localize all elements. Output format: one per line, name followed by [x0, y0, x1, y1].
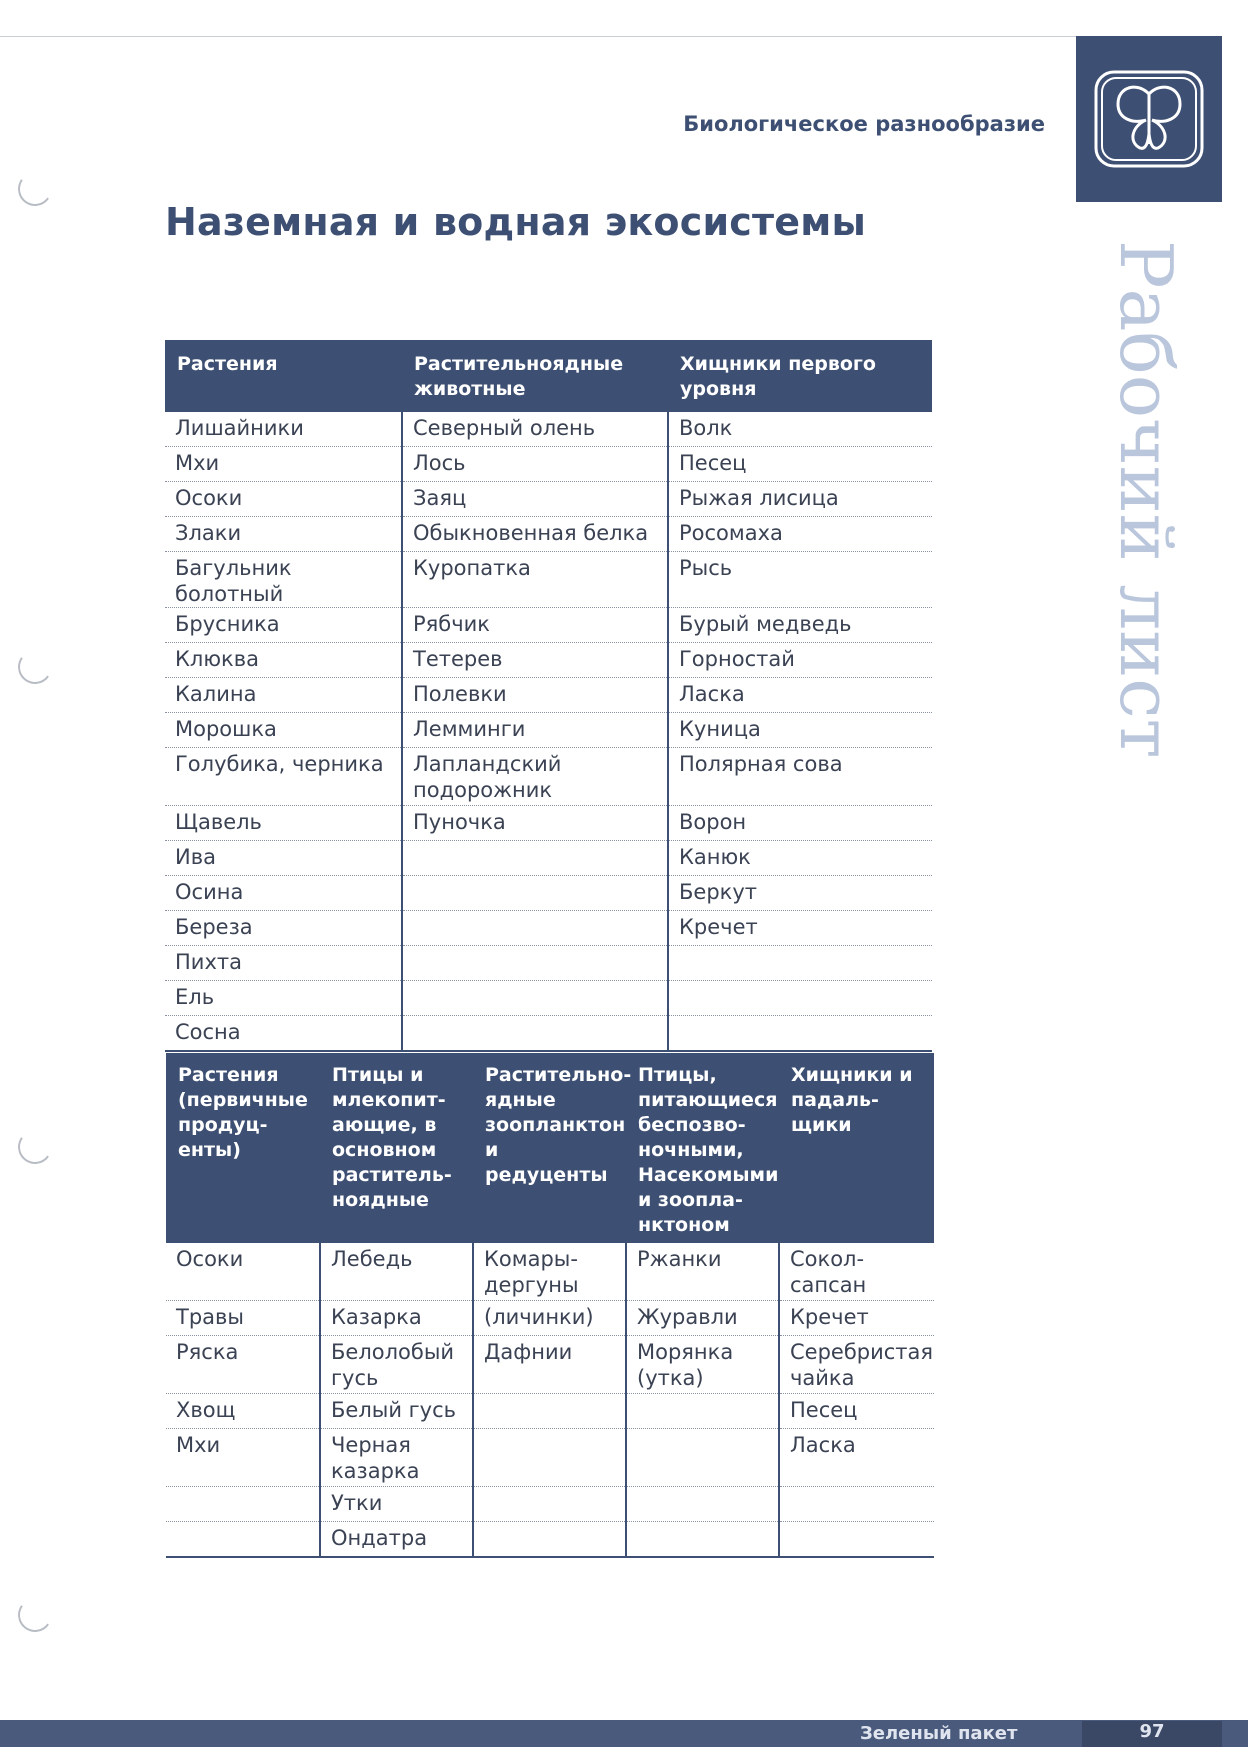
table-cell [473, 1522, 626, 1558]
page-title: Наземная и водная экосистемы [165, 200, 867, 244]
table-row [166, 1487, 934, 1522]
table-row [165, 911, 932, 946]
table-cell [402, 946, 668, 981]
footer-text: Зеленый пакет [860, 1723, 1018, 1744]
logo-block [1076, 36, 1222, 202]
binder-hole [15, 169, 54, 208]
table-cell: Лапландский подорожник [402, 748, 668, 806]
table-cell: Сосна [165, 1016, 402, 1052]
binder-hole [15, 1127, 54, 1166]
table-cell [668, 946, 932, 981]
table-cell [166, 1487, 320, 1522]
table-cell: Брусника [165, 608, 402, 643]
table-cell: Лебедь [320, 1243, 473, 1301]
table-cell: Песец [668, 447, 932, 482]
table-cell: Куница [668, 713, 932, 748]
column-header: Растительно-ядные зоопланктон и редуценты [473, 1053, 626, 1243]
table-cell [166, 1522, 320, 1558]
table-cell: Ласка [779, 1429, 934, 1487]
table-row [166, 1243, 934, 1301]
table-row [165, 713, 932, 748]
table-cell: Щавель [165, 806, 402, 841]
table-cell: Белолобый гусь [320, 1336, 473, 1394]
table-cell [402, 876, 668, 911]
table-cell: Осоки [166, 1243, 320, 1301]
section-title: Биологическое разнообразие [683, 112, 1045, 136]
table-cell [668, 981, 932, 1016]
table-cell: Морошка [165, 713, 402, 748]
table-cell: Тетерев [402, 643, 668, 678]
table-cell: Сокол-сапсан [779, 1243, 934, 1301]
table-cell: Росомаха [668, 517, 932, 552]
table-row [165, 447, 932, 482]
table-cell: Журавли [626, 1301, 779, 1336]
table-cell: Казарка [320, 1301, 473, 1336]
table-cell: Ива [165, 841, 402, 876]
column-header: Птицы, питающиеся беспозво-ночными, Насекомыми и зоопла-нктоном [626, 1053, 779, 1243]
footer-bar [0, 1720, 1248, 1747]
table-row [165, 748, 932, 806]
table-cell: Ондатра [320, 1522, 473, 1558]
table-row [165, 946, 932, 981]
table-cell: Черная казарка [320, 1429, 473, 1487]
table-row [166, 1394, 934, 1429]
table-row [165, 1016, 932, 1052]
table-row [166, 1429, 934, 1487]
table-cell: Рыжая лисица [668, 482, 932, 517]
table-cell: Голубика, черника [165, 748, 402, 806]
table-cell: Северный олень [402, 412, 668, 447]
column-header: Хищники первого уровня [668, 340, 932, 412]
table-cell: Кречет [668, 911, 932, 946]
aquatic-table [166, 1053, 934, 1558]
column-header: Хищники и падаль-щики [779, 1053, 934, 1243]
table-cell: Кречет [779, 1301, 934, 1336]
butterfly-icon [1088, 64, 1210, 174]
table-row [166, 1301, 934, 1336]
table-row [166, 1336, 934, 1394]
table-cell: Утки [320, 1487, 473, 1522]
table-cell: Калина [165, 678, 402, 713]
table-cell [402, 841, 668, 876]
table-cell: Пуночка [402, 806, 668, 841]
table-row [165, 806, 932, 841]
column-header: Растения [165, 340, 402, 412]
table-row [165, 981, 932, 1016]
table-cell: Рябчик [402, 608, 668, 643]
table-cell: Хвощ [166, 1394, 320, 1429]
table-cell: Клюква [165, 643, 402, 678]
binder-hole [15, 1595, 54, 1634]
table-header-row [166, 1053, 934, 1243]
table-cell: Песец [779, 1394, 934, 1429]
table-row [165, 643, 932, 678]
table-cell [402, 911, 668, 946]
table-row [166, 1522, 934, 1558]
table-cell: Лемминги [402, 713, 668, 748]
table-cell [779, 1487, 934, 1522]
table-cell: Полярная сова [668, 748, 932, 806]
table-cell: Канюк [668, 841, 932, 876]
column-header: Растительноядные животные [402, 340, 668, 412]
table-row [165, 876, 932, 911]
table-cell [668, 1016, 932, 1052]
table-cell: Комары-дергуны [473, 1243, 626, 1301]
table-cell: Куропатка [402, 552, 668, 608]
table-cell: Обыкновенная белка [402, 517, 668, 552]
table-row [165, 841, 932, 876]
table-cell: Багульник болотный [165, 552, 402, 608]
table-cell: Дафнии [473, 1336, 626, 1394]
column-header: Птицы и млекопит-ающие, в основном раститель-ноядные [320, 1053, 473, 1243]
page-number: 97 [1082, 1721, 1222, 1747]
table-cell: Злаки [165, 517, 402, 552]
table-row [165, 552, 932, 608]
table-cell: Полевки [402, 678, 668, 713]
table-cell: Береза [165, 911, 402, 946]
table-cell: Белый гусь [320, 1394, 473, 1429]
table-row [165, 517, 932, 552]
table-cell: Ржанки [626, 1243, 779, 1301]
table-cell [402, 1016, 668, 1052]
column-header: Растения (первичные продуц-енты) [166, 1053, 320, 1243]
table-row [165, 482, 932, 517]
table-cell [626, 1429, 779, 1487]
table-cell: Осоки [165, 482, 402, 517]
table-cell: Мхи [166, 1429, 320, 1487]
table-row [165, 678, 932, 713]
table-cell: Лишайники [165, 412, 402, 447]
table-cell: Бурый медведь [668, 608, 932, 643]
top-rule [0, 36, 1080, 37]
table-cell: Лось [402, 447, 668, 482]
table-cell [626, 1487, 779, 1522]
table-cell: Ворон [668, 806, 932, 841]
table-cell: Мхи [165, 447, 402, 482]
table-cell: Осина [165, 876, 402, 911]
table-cell: Волк [668, 412, 932, 447]
table-cell [473, 1487, 626, 1522]
table-cell: Горностай [668, 643, 932, 678]
table-cell [626, 1522, 779, 1558]
terrestrial-table [165, 340, 932, 1052]
table-cell [626, 1394, 779, 1429]
table-cell [779, 1522, 934, 1558]
table-cell: Беркут [668, 876, 932, 911]
table-cell: Ряска [166, 1336, 320, 1394]
side-label: Рабочий лист [1104, 240, 1188, 759]
binder-hole [15, 647, 54, 686]
table-header-row [165, 340, 932, 412]
table-cell [402, 981, 668, 1016]
table-cell: Ель [165, 981, 402, 1016]
table-cell: Травы [166, 1301, 320, 1336]
table-cell: Морянка (утка) [626, 1336, 779, 1394]
table-cell [473, 1394, 626, 1429]
table-cell: Заяц [402, 482, 668, 517]
table-cell: Серебристая чайка [779, 1336, 934, 1394]
table-row [165, 608, 932, 643]
table-row [165, 412, 932, 447]
table-cell: Пихта [165, 946, 402, 981]
table-cell [473, 1429, 626, 1487]
table-cell: Ласка [668, 678, 932, 713]
table-cell: Рысь [668, 552, 932, 608]
table-cell: (личинки) [473, 1301, 626, 1336]
